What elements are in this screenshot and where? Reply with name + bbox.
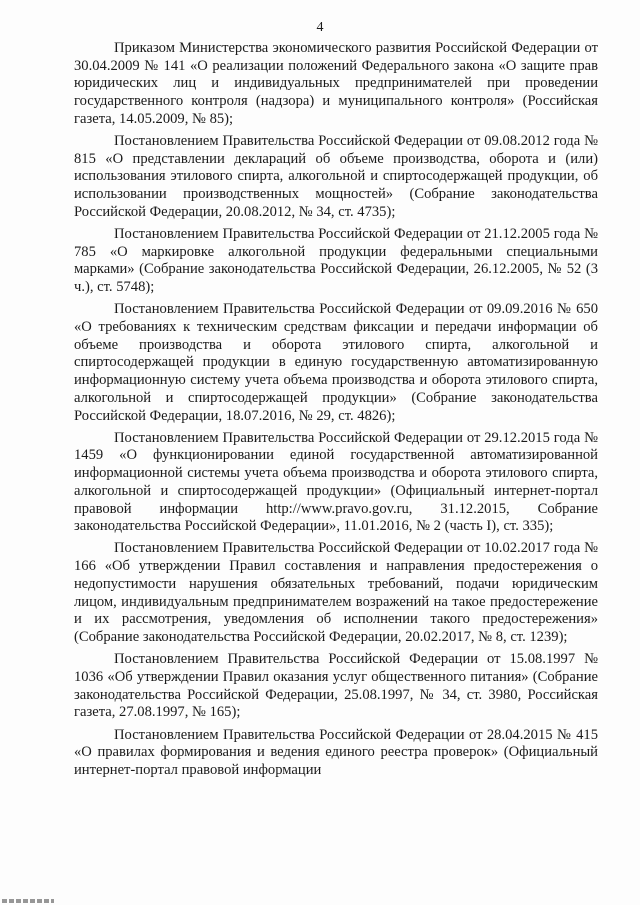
paragraph-resolution-415: Постановлением Правительства Российской Федерации от 28.04.2015 № 415 «О правилах формирования и ведения единого реестра проверок» (Официальный интернет-портал правовой информации <box>74 726 598 778</box>
paragraph-resolution-785: Постановлением Правительства Российской Федерации от 21.12.2005 года № 785 «О маркировке алкогольной продукции федеральными специальными марками» (Собрание законодательства Российской Федерации, 26.12.2005, № 52 (3 ч.), ст. 5748); <box>74 226 598 296</box>
scan-edge-mark <box>2 899 54 903</box>
paragraph-resolution-650: Постановлением Правительства Российской Федерации от 09.09.2016 № 650 «О требованиях к техническим средствам фиксации и передачи информации об объеме производства и оборота этилового спирта, алкогольной и спиртосодержащей продукции в единую государственную автоматизированную информационную систему учета объема производства и оборота этилового спирта, алкогольной и спиртосодержащей продукции» (Собрание законодательства Российской Федерации, 18.07.2016, № 29, ст. 4826); <box>74 301 598 424</box>
document-body <box>74 40 598 780</box>
paragraph-resolution-815: Постановлением Правительства Российской Федерации от 09.08.2012 года № 815 «О представлении деклараций об объеме производства, оборота и (или) использования этилового спирта, алкогольной и спиртосодержащей продукции, об использовании производственных мощностей» (Собрание законодательства Российской Федерации, 20.08.2012, № 34, ст. 4735); <box>74 133 598 220</box>
paragraph-resolution-1459: Постановлением Правительства Российской Федерации от 29.12.2015 года № 1459 «О функционировании единой государственной автоматизированной информационной системы учета объема производства и оборота этилового спирта, алкогольной и спиртосодержащей продукции» (Официальный интернет-портал правовой информации http://www.pravo.gov.ru, 31.12.2015, Собрание законодательства Российской Федерации», 11.01.2016, № 2 (часть I), ст. 335); <box>74 429 598 535</box>
paragraph-resolution-1036: Постановлением Правительства Российской Федерации от 15.08.1997 № 1036 «Об утверждении Правил оказания услуг общественного питания» (Собрание законодательства Российской Федерации, 25.08.1997, № 34, ст. 3980, Российская газета, 27.08.1997, № 165); <box>74 651 598 721</box>
paragraph-order-141: Приказом Министерства экономического развития Российской Федерации от 30.04.2009 № 141 «О реализации положений Федерального закона «О защите прав юридических лиц и индивидуальных предпринимателей при проведении государственного контроля (надзора) и муниципального контроля» (Российская газета, 14.05.2009, № 85); <box>74 40 598 127</box>
paragraph-resolution-166: Постановлением Правительства Российской Федерации от 10.02.2017 года № 166 «Об утверждении Правил составления и направления предостережения о недопустимости нарушения обязательных требований, подачи юридическим лицом, индивидуальным предпринимателем возражений на такое предостережение и их рассмотрения, уведомления об исполнении такого предостережения» (Собрание законодательства Российской Федерации, 20.02.2017, № 8, ст. 1239); <box>74 540 598 645</box>
page-number: 4 <box>316 20 324 35</box>
